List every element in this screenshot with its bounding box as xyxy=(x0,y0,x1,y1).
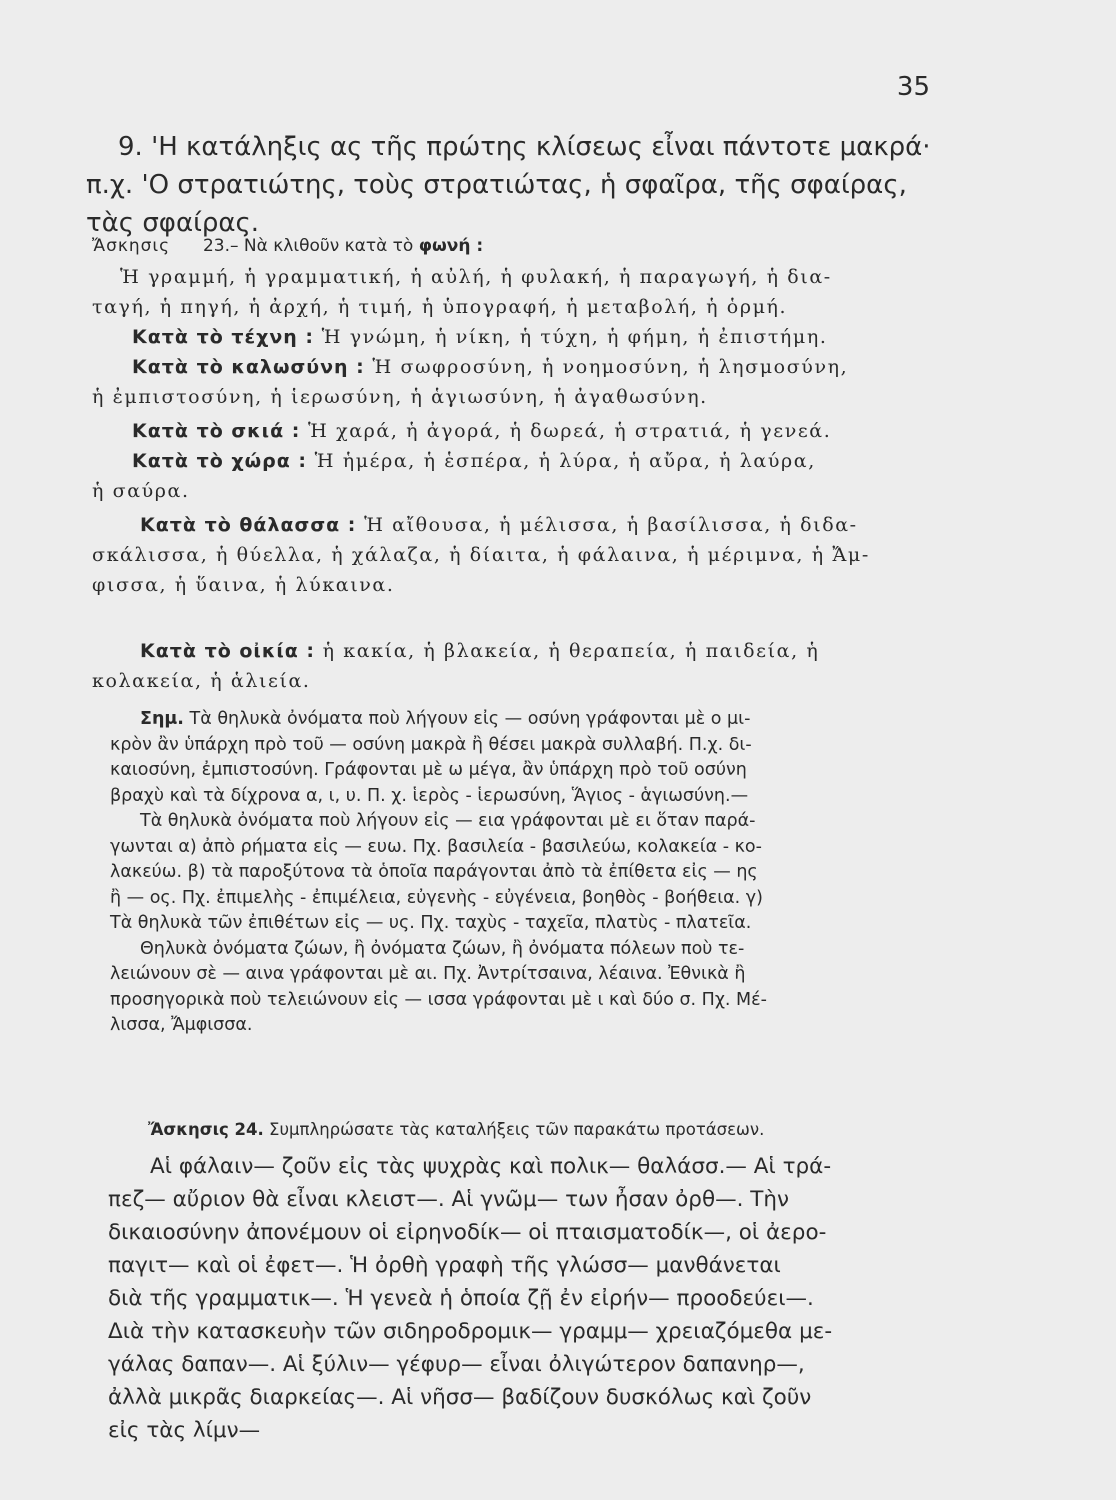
group-text: Ἡ ἡμέρα, ἡ ἑσπέρα, ἡ λύρα, ἡ αὔρα, ἡ λαύρα, xyxy=(314,450,816,472)
note-line: κρὸν ἂν ὑπάρχη πρὸ τοῦ — οσύνη μακρὰ ἢ θέσει μακρὰ συλλαβή. Π.χ. δι- xyxy=(110,734,752,755)
exercise-line: δικαιοσύνην ἀπονέμουν οἱ εἰρηνοδίκ— οἱ πταισματοδίκ—, οἱ ἀερο- xyxy=(108,1220,827,1245)
group-line xyxy=(140,510,972,540)
group-line xyxy=(92,666,972,696)
group-text: Ἡ χαρά, ἡ ἀγορά, ἡ δωρεά, ἡ στρατιά, ἡ γενεά. xyxy=(307,420,832,442)
exercise-line: ταγή, ἡ πηγή, ἡ ἀρχή, ἡ τιμή, ἡ ὑπογραφή, ἡ μεταβολή, ἡ ὁρμή. xyxy=(92,296,788,318)
group-head: Κατὰ τὸ θάλασσα : xyxy=(140,514,357,536)
note-line: Τὰ θηλυκὰ τῶν ἐπιθέτων εἰς — υς. Πχ. ταχὺς - ταχεῖα, πλατὺς - πλατεῖα. xyxy=(110,913,752,933)
group-line xyxy=(132,352,972,382)
group-line xyxy=(132,416,972,446)
group-head: Κατὰ τὸ οἰκία : xyxy=(140,640,315,662)
group-head: Κατὰ τὸ τέχνη : xyxy=(132,326,315,348)
group-line xyxy=(132,322,972,352)
group-text: ἡ κακία, ἡ βλακεία, ἡ θεραπεία, ἡ παιδεία, ἡ xyxy=(322,640,820,662)
note-line: λακεύω. β) τὰ παροξύτονα τὰ ὁποῖα παράγονται ἀπὸ τὰ ἐπίθετα εἰς — ης xyxy=(110,862,758,882)
group-text: Ἡ σωφροσύνη, ἡ νοημοσύνη, ἡ λησμοσύνη, xyxy=(372,356,849,378)
note-line: ἢ — ος. Πχ. ἐπιμελὴς - ἐπιμέλεια, εὐγενὴς - εὐγένεια, βοηθὸς - βοήθεια. γ) xyxy=(110,887,763,908)
exercise-label: Ἄσκησις xyxy=(92,236,171,256)
exercise-24-body xyxy=(108,1150,988,1447)
group-line xyxy=(140,636,972,666)
group-head: Κατὰ τὸ χώρα : xyxy=(132,450,307,472)
note-line xyxy=(140,707,990,733)
note-line: Θηλυκὰ ὀνόματα ζώων, ἢ ὀνόματα ζώων, ἢ ὀνόματα πόλεων ποὺ τε- xyxy=(140,938,745,959)
exercise-line: εἰς τὰς λίμν— xyxy=(108,1418,261,1443)
note-line: γωνται α) ἀπὸ ρήματα εἰς — ευω. Πχ. βασιλεία - βασιλεύω, κολακεία - κο- xyxy=(110,836,762,857)
exercise-24-header xyxy=(148,1118,1028,1142)
exercise-label: Ἄσκησις 24. xyxy=(148,1120,264,1139)
group-text: ἡ σαύρα. xyxy=(92,480,190,502)
group-line xyxy=(92,570,972,600)
exercise-line: παγιτ— καὶ οἱ ἐφετ—. Ἡ ὀρθὴ γραφὴ τῆς γλώσσ— μανθάνεται xyxy=(108,1253,781,1278)
exercise-line: Ἡ γραμμή, ἡ γραμματική, ἡ αὐλή, ἡ φυλακή, ἡ παραγωγή, ἡ δια- xyxy=(120,266,832,288)
exercise-line: γάλας δαπαν—. Αἱ ξύλιν— γέφυρ— εἶναι ὀλιγώτερον δαπανηρ—, xyxy=(108,1352,805,1377)
group-line xyxy=(92,540,972,570)
group-text: φισσα, ἡ ὕαινα, ἡ λύκαινα. xyxy=(92,574,395,596)
note-line: λειώνουν σὲ — αινα γράφονται μὲ αι. Πχ. Ἀντρίτσαινα, λέαινα. Ἐθνικὰ ἢ xyxy=(110,964,746,984)
group-text: Ἡ γνώμη, ἡ νίκη, ἡ τύχη, ἡ φήμη, ἡ ἐπιστήμη. xyxy=(321,326,828,348)
model-word: φωνή : xyxy=(418,236,484,256)
rule-9-line: 9. 'Η κατάληξις ας τῆς πρώτης κλίσεως εἶναι πάντοτε μακρά· xyxy=(118,132,931,162)
note-line: Τὰ θηλυκὰ ὀνόματα ποὺ λήγουν εἰς — εια γράφονται μὲ ει ὅταν παρά- xyxy=(140,811,756,831)
group-line xyxy=(92,476,972,506)
exercise-23-body xyxy=(92,262,972,696)
note-line: βραχὺ καὶ τὰ δίχρονα α, ι, υ. Π. χ. ἱερὸς - ἱερωσύνη, Ἅγιος - ἁγιωσύνη.— xyxy=(110,785,749,806)
note-label: Σημ. xyxy=(140,709,184,729)
exercise-instruction: Συμπληρώσατε τὰς καταλήξεις τῶν παρακάτω προτάσεων. xyxy=(269,1120,765,1139)
exercise-line: πεζ— αὔριον θὰ εἶναι κλειστ—. Αἱ γνῶμ— των ἦσαν ὀρθ—. Τὴν xyxy=(108,1187,790,1212)
exercise-line: Αἱ φάλαιν— ζοῦν εἰς τὰς ψυχρὰς καὶ πολικ— θαλάσσ.— Αἱ τρά- xyxy=(150,1154,832,1179)
group-text: σκάλισσα, ἡ θύελλα, ἡ χάλαζα, ἡ δίαιτα, ἡ φάλαινα, ἡ μέριμνα, ἡ Ἄμ- xyxy=(92,544,870,566)
rule-9 xyxy=(86,128,998,242)
exercise-line: διὰ τῆς γραμματικ—. Ἡ γενεὰ ἡ ὁποία ζῇ ἐν εἰρήν— προοδεύει—. xyxy=(108,1286,814,1311)
exercise-line: ἀλλὰ μικρᾶς διαρκείας—. Αἱ νῆσσ— βαδίζουν δυσκόλως καὶ ζοῦν xyxy=(108,1385,812,1410)
note-line: καιοσύνη, ἐμπιστοσύνη. Γράφονται μὲ ω μέγα, ἂν ὑπάρχη πρὸ τοῦ οσύνη xyxy=(110,760,747,780)
note-text: Τὰ θηλυκὰ ὀνόματα ποὺ λήγουν εἰς — οσύνη γράφονται μὲ ο μι- xyxy=(189,709,751,729)
group-head: Κατὰ τὸ καλωσύνη : xyxy=(132,356,365,378)
group-line xyxy=(132,446,972,476)
exercise-23-header xyxy=(92,234,972,258)
group-text: Ἡ αἴθουσα, ἡ μέλισσα, ἡ βασίλισσα, ἡ διδα- xyxy=(364,514,858,536)
rule-9-line: τὰς σφαίρας. xyxy=(86,208,260,238)
note-block xyxy=(110,707,990,1039)
group-text: κολακεία, ἡ ἁλιεία. xyxy=(92,670,311,692)
note-line: προσηγορικὰ ποὺ τελειώνουν εἰς — ισσα γράφονται μὲ ι καὶ δύο σ. Πχ. Μέ- xyxy=(110,989,767,1010)
exercise-number: 23.– Νὰ κλιθοῦν κατὰ τὸ xyxy=(202,236,414,256)
page-number: 35 xyxy=(896,72,930,102)
group-line xyxy=(92,382,972,412)
note-line: λισσα, Ἄμφισσα. xyxy=(110,1015,253,1035)
rule-9-line: π.χ. 'Ο στρατιώτης, τοὺς στρατιώτας, ἡ σφαῖρα, τῆς σφαίρας, xyxy=(86,170,907,200)
group-text: ἡ ἐμπιστοσύνη, ἡ ἱερωσύνη, ἡ ἁγιωσύνη, ἡ ἀγαθωσύνη. xyxy=(92,386,708,408)
exercise-line: Διὰ τὴν κατασκευὴν τῶν σιδηροδρομικ— γραμμ— χρειαζόμεθα με- xyxy=(108,1319,833,1344)
group-head: Κατὰ τὸ σκιά : xyxy=(132,420,301,442)
